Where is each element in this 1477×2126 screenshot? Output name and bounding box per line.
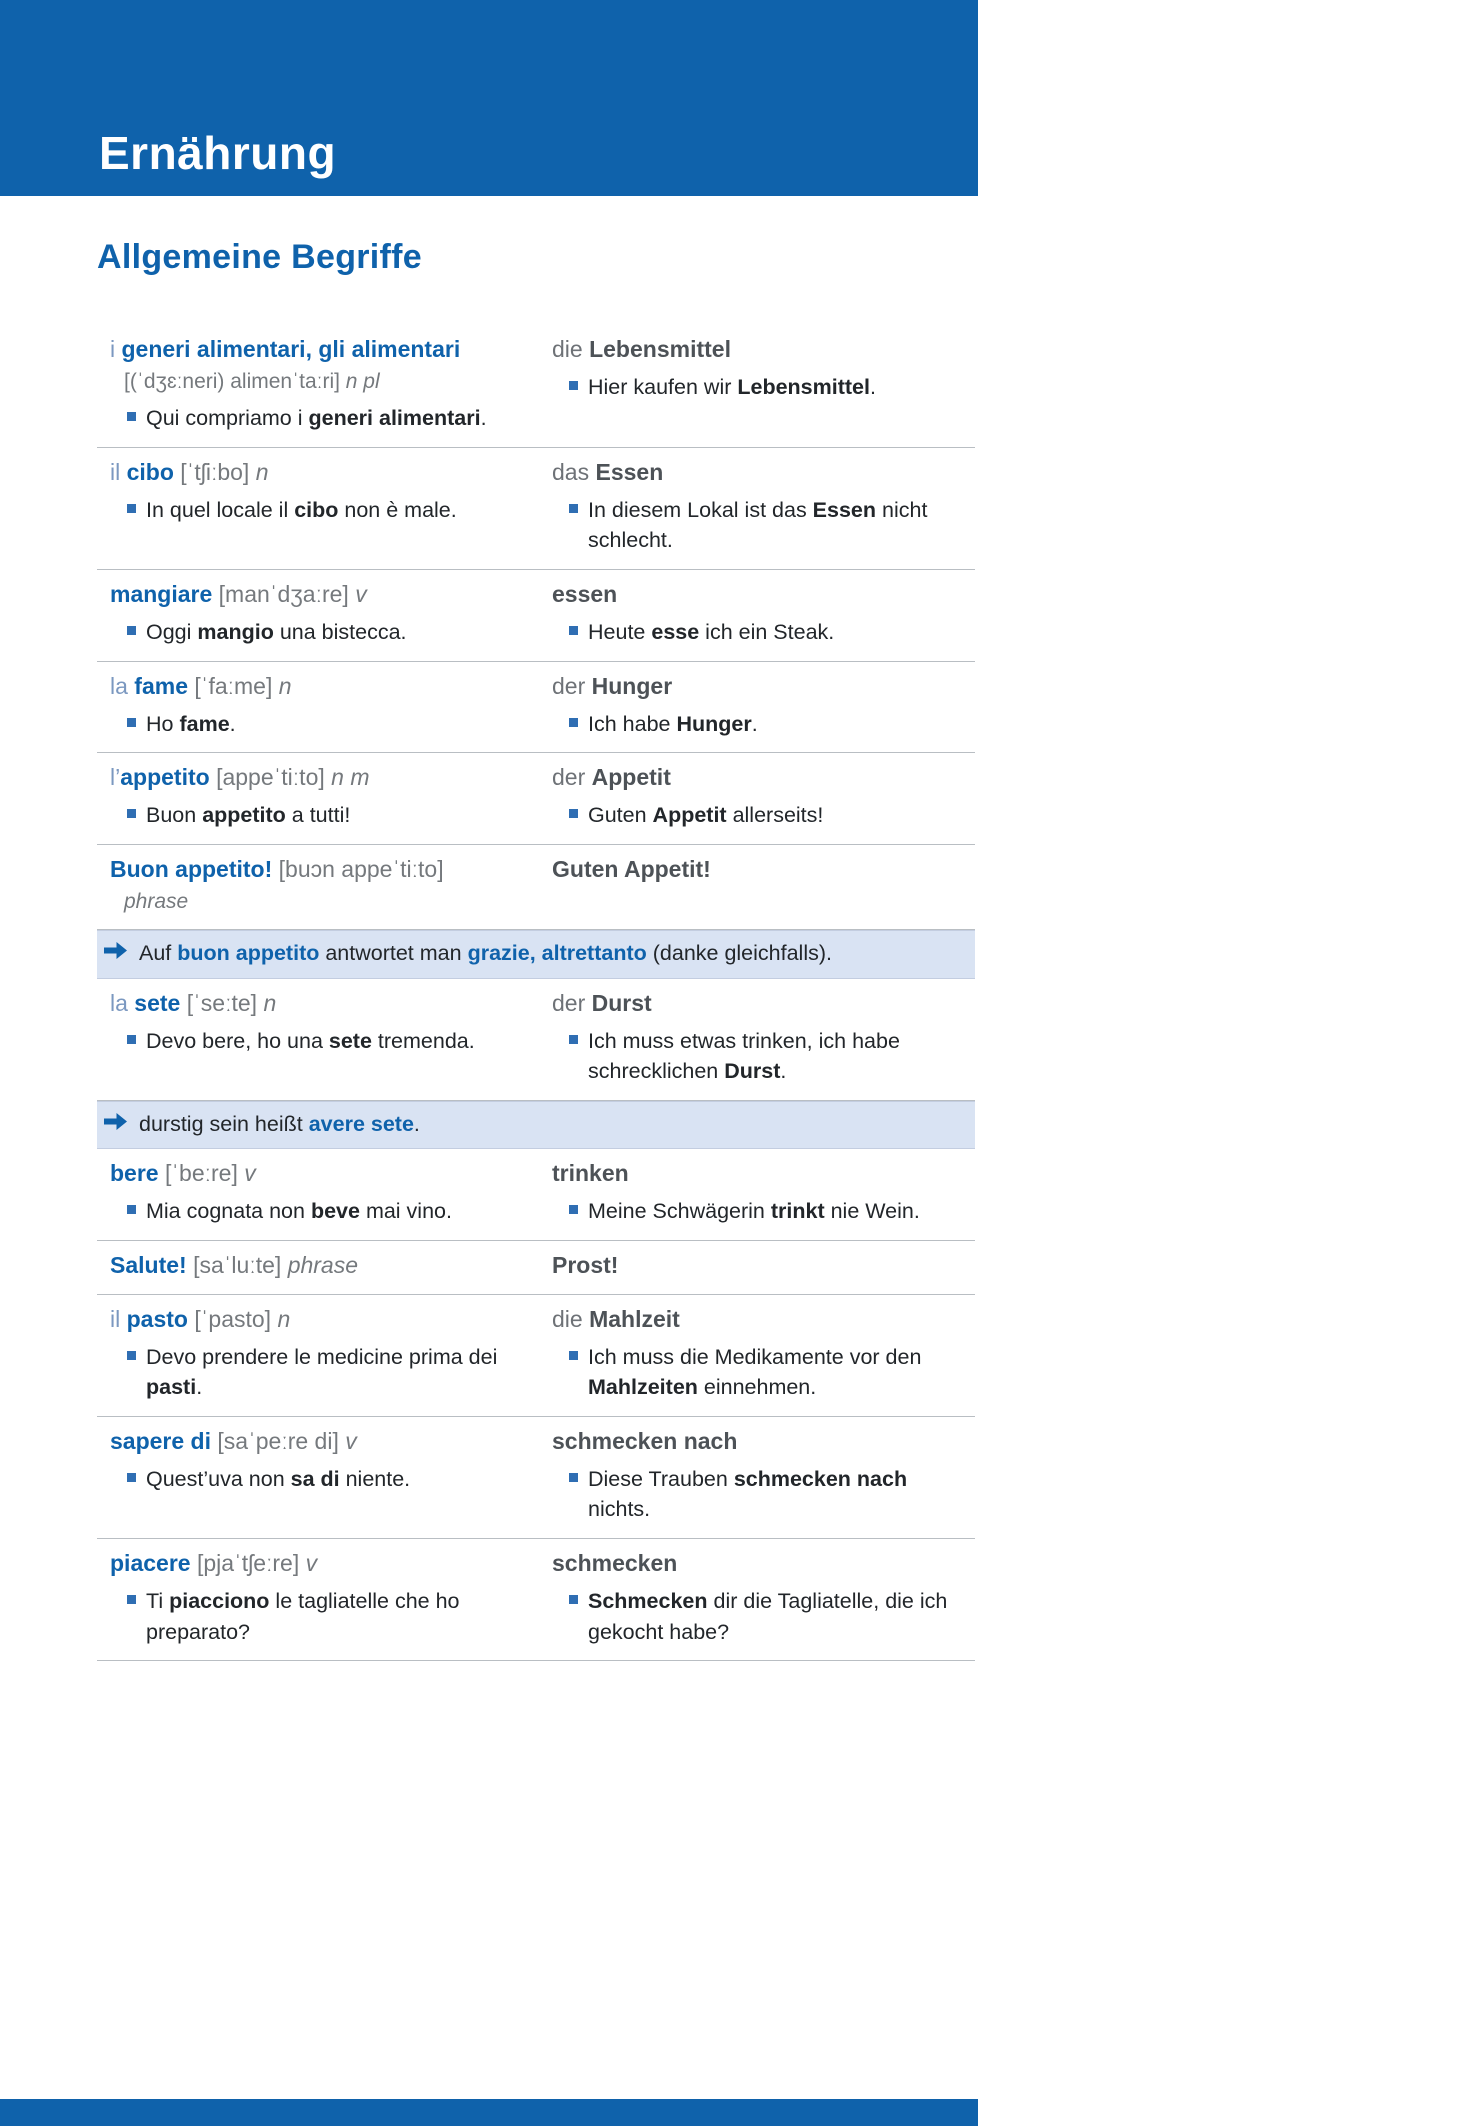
example-text <box>146 1196 522 1227</box>
italian-cell <box>97 1158 552 1227</box>
example-row <box>110 800 522 831</box>
italian-headword-line <box>110 762 522 793</box>
italian-headword-segment: [ˈpasto] <box>194 1305 278 1332</box>
example-segment: . <box>196 1375 203 1400</box>
example-text <box>588 617 953 648</box>
italian-subline-segment: phrase <box>124 889 189 913</box>
italian-headword-segment: cibo <box>126 458 181 485</box>
italian-headword-segment: phrase <box>287 1251 359 1278</box>
example-segment: mai vino. <box>359 1199 452 1224</box>
example-segment: Qui compriamo i <box>146 406 309 431</box>
bullet-square-icon <box>569 504 578 513</box>
example-text <box>588 495 953 556</box>
bullet-square-icon <box>127 626 136 635</box>
bullet-square-icon <box>127 504 136 513</box>
example-segment: . <box>869 375 876 400</box>
german-headword-line <box>552 671 953 702</box>
bullet-square-icon <box>569 1351 578 1360</box>
example-text <box>146 800 522 831</box>
italian-headword-line <box>110 988 522 1019</box>
note-segment: buon appetito <box>177 941 320 966</box>
note-segment: durstig sein heißt <box>139 1111 309 1136</box>
italian-headword-segment: il <box>110 458 127 485</box>
example-segment: a tutti! <box>285 803 351 828</box>
example-segment: trinkt <box>770 1199 825 1224</box>
german-headword-line <box>552 1304 953 1335</box>
chapter-title: Ernährung <box>99 127 337 179</box>
german-headword-segment: Hunger <box>591 672 673 699</box>
dictionary-entry <box>97 662 975 754</box>
bullet-square-icon <box>127 1595 136 1604</box>
german-cell <box>552 334 975 434</box>
german-headword-line <box>552 334 953 365</box>
bullet-square-icon <box>127 1035 136 1044</box>
german-headword-segment: der <box>552 989 592 1016</box>
example-segment: piacciono <box>169 1588 270 1613</box>
italian-headword-segment: n m <box>331 764 370 791</box>
example-segment: Ho <box>146 711 180 736</box>
example-segment: Mahlzeiten <box>588 1375 698 1400</box>
example-segment: tremenda. <box>371 1028 475 1053</box>
german-cell <box>552 457 975 556</box>
example-segment: Oggi <box>146 620 198 645</box>
german-cell <box>552 579 975 648</box>
italian-cell <box>97 1250 552 1281</box>
example-row <box>110 617 522 648</box>
example-text <box>588 1586 953 1647</box>
german-cell <box>552 854 975 916</box>
italian-subline <box>110 368 522 396</box>
german-headword-segment: der <box>552 764 592 791</box>
german-headword-segment: die <box>552 1305 590 1332</box>
note-segment: . <box>413 1111 420 1136</box>
example-row <box>552 372 953 403</box>
example-text <box>588 1464 953 1525</box>
german-headword-segment: Lebensmittel <box>589 336 731 362</box>
example-segment: Diese Trauben <box>588 1466 734 1491</box>
example-segment: esse <box>651 620 700 645</box>
german-headword-segment: Appetit <box>591 764 671 791</box>
german-cell <box>552 1158 975 1227</box>
example-text <box>146 495 522 526</box>
italian-headword-segment: [ˈfaːme] <box>194 672 279 699</box>
example-segment: Hunger <box>676 711 752 736</box>
italian-headword-segment: [saˈpeːre di] <box>217 1427 346 1454</box>
example-segment: . <box>480 406 487 431</box>
dictionary-entry <box>97 979 975 1101</box>
german-headword-segment: trinken <box>552 1160 629 1187</box>
example-segment: . <box>751 711 758 736</box>
italian-headword-segment: [ˈbeːre] <box>164 1160 245 1187</box>
bullet-square-icon <box>569 1473 578 1482</box>
note-segment: Auf <box>139 941 178 966</box>
example-segment: generi alimentari <box>308 406 481 431</box>
example-row <box>552 1586 953 1647</box>
german-cell <box>552 1548 975 1647</box>
example-segment: Devo prendere le medicine prima dei <box>146 1344 498 1369</box>
example-segment: mangio <box>197 620 274 645</box>
german-cell <box>552 762 975 831</box>
bullet-square-icon <box>569 1205 578 1214</box>
italian-headword-segment: n <box>278 672 292 699</box>
italian-cell <box>97 762 552 831</box>
italian-headword-segment: [ˈtʃiːbo] <box>180 458 256 485</box>
example-segment: Heute <box>588 620 652 645</box>
italian-headword-segment: fame <box>134 672 195 699</box>
dictionary-entry <box>97 570 975 662</box>
example-segment: sete <box>328 1028 372 1053</box>
italian-cell <box>97 334 552 434</box>
italian-headword-segment: mangiare <box>110 580 219 607</box>
bullet-square-icon <box>127 1351 136 1360</box>
italian-cell <box>97 988 552 1087</box>
german-headword-line <box>552 854 953 885</box>
german-headword-segment: Essen <box>595 458 664 485</box>
italian-headword-line <box>110 1426 522 1457</box>
entry-list <box>97 325 975 1661</box>
example-segment: . <box>229 711 236 736</box>
example-segment: Essen <box>812 497 877 522</box>
example-segment: Meine Schwägerin <box>588 1199 771 1224</box>
example-row <box>552 1464 953 1525</box>
example-row <box>552 495 953 556</box>
italian-subline-segment: n pl <box>345 370 380 394</box>
italian-headword-line <box>110 854 522 885</box>
italian-headword-line <box>110 1548 522 1579</box>
example-segment: fame <box>179 711 230 736</box>
chapter-header-band <box>0 0 978 196</box>
note-segment: antwortet man <box>319 941 468 966</box>
italian-headword-segment: appetito <box>120 764 217 791</box>
example-segment: Ich muss etwas trinken, ich habe schrecklichen <box>588 1028 900 1084</box>
example-text <box>146 403 522 434</box>
italian-headword-segment: la <box>110 672 135 699</box>
note-segment: (danke gleichfalls). <box>646 941 832 966</box>
bullet-square-icon <box>127 718 136 727</box>
example-text <box>146 709 522 740</box>
dictionary-entry <box>97 753 975 845</box>
german-cell <box>552 1426 975 1525</box>
example-row <box>110 403 522 434</box>
dictionary-entry <box>97 1241 975 1295</box>
example-text <box>588 709 953 740</box>
italian-headword-line <box>110 334 522 365</box>
italian-cell <box>97 1426 552 1525</box>
german-cell <box>552 988 975 1087</box>
example-segment: nicht schlecht. <box>588 497 928 553</box>
italian-headword-segment: n <box>263 989 277 1016</box>
italian-headword-segment: Salute! <box>110 1251 194 1278</box>
dictionary-entry <box>97 845 975 930</box>
dictionary-entry <box>97 1295 975 1417</box>
german-headword-segment: schmecken nach <box>552 1427 738 1454</box>
bullet-square-icon <box>127 1473 136 1482</box>
page-content <box>97 196 975 1661</box>
italian-headword-segment: pasto <box>126 1305 195 1332</box>
bullet-square-icon <box>569 1595 578 1604</box>
example-segment: sa di <box>290 1466 340 1491</box>
example-row <box>110 709 522 740</box>
german-headword-line <box>552 457 953 488</box>
example-segment: Quest’uva non <box>146 1466 291 1491</box>
german-headword-segment: Guten Appetit! <box>552 855 711 882</box>
bullet-square-icon <box>569 1035 578 1044</box>
italian-headword-segment: [manˈdʒaːre] <box>218 580 356 607</box>
example-row <box>552 1342 953 1403</box>
italian-headword-segment: sete <box>134 989 187 1016</box>
example-segment: nichts. <box>588 1497 651 1522</box>
german-headword-segment: schmecken <box>552 1549 678 1576</box>
italian-subline <box>110 888 522 916</box>
german-headword-line <box>552 1158 953 1189</box>
bullet-square-icon <box>569 809 578 818</box>
italian-headword-segment: v <box>355 580 367 607</box>
example-row <box>110 1586 522 1647</box>
example-segment: Lebensmittel <box>737 375 870 400</box>
italian-cell <box>97 579 552 648</box>
example-segment: cibo <box>294 497 339 522</box>
german-headword-segment: Durst <box>591 989 652 1016</box>
example-segment: . <box>780 1059 787 1084</box>
italian-headword-segment: la <box>110 989 135 1016</box>
note-segment: avere sete <box>308 1111 414 1136</box>
german-headword-segment: Prost! <box>552 1251 619 1278</box>
german-headword-segment: Mahlzeit <box>589 1305 680 1332</box>
german-headword-line <box>552 1426 953 1457</box>
german-headword-line <box>552 762 953 793</box>
example-segment: una bistecca. <box>273 620 407 645</box>
example-row <box>110 1464 522 1495</box>
italian-headword-segment: n <box>255 458 269 485</box>
italian-headword-segment: [saˈluːte] <box>193 1251 288 1278</box>
example-segment: pasti <box>146 1375 197 1400</box>
italian-headword-segment: Buon appetito! <box>110 855 279 882</box>
german-cell <box>552 1250 975 1281</box>
italian-headword-segment: n <box>277 1305 291 1332</box>
example-segment: schmecken nach <box>733 1466 908 1491</box>
bullet-square-icon <box>127 412 136 421</box>
italian-headword-segment: v <box>305 1549 318 1576</box>
example-segment: nie Wein. <box>824 1199 920 1224</box>
example-segment: Ich muss die Medikamente vor den <box>588 1344 922 1369</box>
italian-headword-segment: [buɔn appeˈtiːto] <box>278 855 444 882</box>
example-segment: Guten <box>588 803 653 828</box>
italian-cell <box>97 1304 552 1403</box>
example-row <box>552 617 953 648</box>
italian-headword-segment: [ˈseːte] <box>186 989 264 1016</box>
bullet-square-icon <box>569 381 578 390</box>
italian-headword-line <box>110 1158 522 1189</box>
example-segment: Appetit <box>652 803 727 828</box>
italian-headword-segment: piacere <box>110 1549 197 1576</box>
dictionary-entry <box>97 1417 975 1539</box>
example-text <box>146 1342 522 1403</box>
dictionary-entry <box>97 325 975 448</box>
example-text <box>588 800 953 831</box>
note-text <box>139 1109 963 1140</box>
italian-headword-segment: il <box>110 1305 127 1332</box>
example-text <box>588 1342 953 1403</box>
example-segment: In quel locale il <box>146 497 295 522</box>
usage-note <box>97 1101 975 1150</box>
example-segment: In diesem Lokal ist das <box>588 497 813 522</box>
italian-headword-line <box>110 457 522 488</box>
italian-cell <box>97 854 552 916</box>
italian-subline-segment: [(ˈdʒɛːneri) alimenˈtaːri] <box>124 370 346 394</box>
italian-headword-segment: l’ <box>110 764 121 791</box>
bullet-square-icon <box>569 626 578 635</box>
italian-headword-line <box>110 1304 522 1335</box>
german-headword-segment: der <box>552 672 592 699</box>
example-text <box>146 1586 522 1647</box>
bullet-square-icon <box>569 718 578 727</box>
example-row <box>552 709 953 740</box>
section-title: Allgemeine Begriffe <box>97 238 422 276</box>
example-segment: Mia cognata non <box>146 1199 311 1224</box>
dictionary-entry <box>97 1149 975 1241</box>
italian-headword-line <box>110 671 522 702</box>
bullet-square-icon <box>127 1205 136 1214</box>
example-row <box>110 1026 522 1057</box>
example-segment: Hier kaufen wir <box>588 375 738 400</box>
example-segment: Ti <box>146 1588 170 1613</box>
example-text <box>588 1026 953 1087</box>
example-segment: Buon <box>146 803 203 828</box>
italian-headword-segment: generi alimentari, gli alimentari <box>121 336 461 362</box>
german-headword-line <box>552 988 953 1019</box>
italian-headword-segment: i <box>110 336 122 362</box>
italian-headword-segment: [appeˈtiːto] <box>216 764 332 791</box>
example-segment: ich ein Steak. <box>699 620 835 645</box>
example-segment: appetito <box>202 803 286 828</box>
example-row <box>552 1196 953 1227</box>
note-text <box>139 938 963 969</box>
example-segment: allerseits! <box>726 803 824 828</box>
footer-band <box>0 2099 978 2126</box>
italian-headword-segment: sapere di <box>110 1427 218 1454</box>
german-headword-segment: die <box>552 336 590 362</box>
german-headword-line <box>552 1548 953 1579</box>
example-segment: beve <box>310 1199 360 1224</box>
example-segment: le tagliatelle che ho preparato? <box>146 1588 460 1644</box>
italian-headword-segment: v <box>244 1160 256 1187</box>
example-text <box>588 372 953 403</box>
example-row <box>110 495 522 526</box>
usage-note <box>97 930 975 979</box>
dictionary-entry <box>97 1539 975 1661</box>
example-segment: dir die Tagliatelle, die ich gekocht habe? <box>588 1588 948 1644</box>
arrow-right-icon <box>104 942 127 959</box>
german-cell <box>552 671 975 740</box>
italian-cell <box>97 671 552 740</box>
german-cell <box>552 1304 975 1403</box>
italian-headword-line <box>110 1250 522 1281</box>
dictionary-entry <box>97 448 975 570</box>
example-segment: Devo bere, ho una <box>146 1028 329 1053</box>
italian-headword-segment: v <box>345 1427 357 1454</box>
example-text <box>146 617 522 648</box>
italian-headword-segment: bere <box>110 1160 165 1187</box>
german-headword-line <box>552 1250 953 1281</box>
italian-cell <box>97 457 552 556</box>
german-headword-segment: essen <box>552 580 618 607</box>
example-row <box>552 800 953 831</box>
example-segment: niente. <box>339 1466 411 1491</box>
italian-headword-line <box>110 579 522 610</box>
example-text <box>146 1464 522 1495</box>
example-segment: einnehmen. <box>697 1375 817 1400</box>
italian-headword-segment: [pjaˈtʃeːre] <box>196 1549 306 1576</box>
example-segment: Schmecken <box>588 1588 708 1613</box>
example-row <box>110 1196 522 1227</box>
italian-cell <box>97 1548 552 1647</box>
german-headword-segment: das <box>552 458 596 485</box>
example-row <box>110 1342 522 1403</box>
note-segment: grazie, altrettanto <box>467 941 647 966</box>
example-segment: Ich habe <box>588 711 677 736</box>
example-segment: Durst <box>724 1059 781 1084</box>
example-row <box>552 1026 953 1087</box>
example-segment: non è male. <box>338 497 457 522</box>
german-headword-line <box>552 579 953 610</box>
example-text <box>146 1026 522 1057</box>
arrow-right-icon <box>104 1113 127 1130</box>
example-text <box>588 1196 953 1227</box>
bullet-square-icon <box>127 809 136 818</box>
